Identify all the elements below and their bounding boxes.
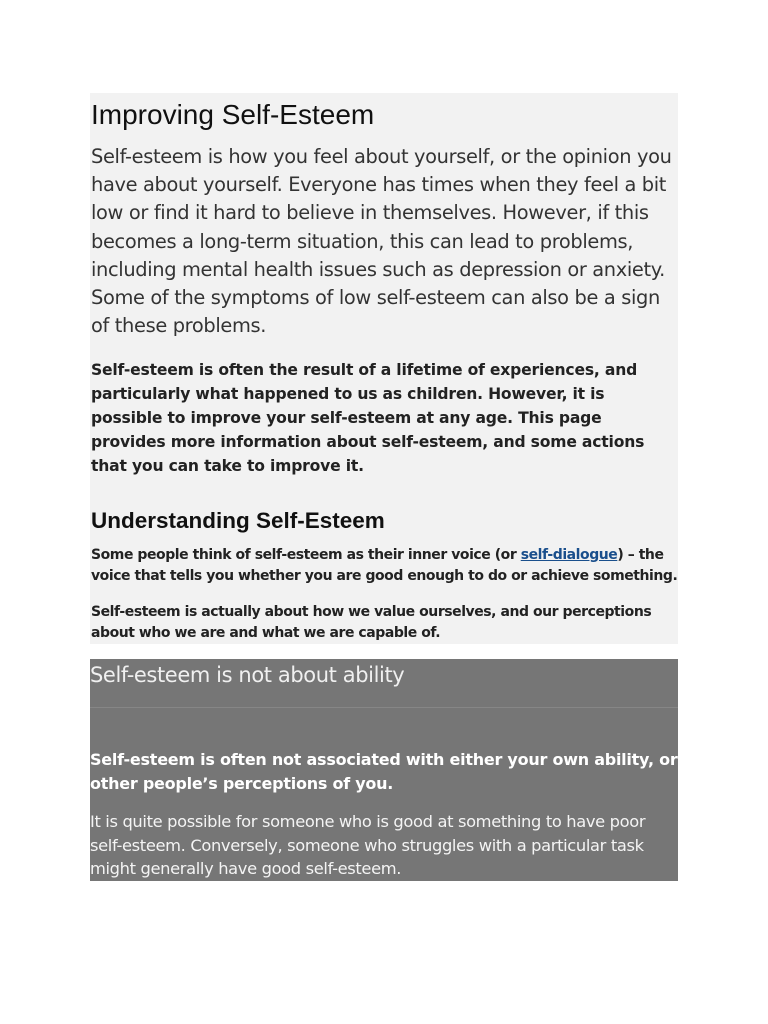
ability-callout-box: [90, 659, 678, 881]
inner-voice-paragraph: [91, 545, 678, 587]
self-dialogue-link[interactable]: self-dialogue: [520, 547, 618, 563]
intro-paragraph: Self-esteem is how you feel about yourself, or the opinion you have about yourself. Everyone has times when they feel a bit low or find it hard to believe in themselves. However, if this becomes a long-term situation, this can lead to problems, including mental health issues such as depression or anxiety. Some of the symptoms of low self-esteem can also be a sign of these problems.: [91, 145, 672, 338]
value-paragraph: Self-esteem is actually about how we value ourselves, and our perceptions about who we are and what we are capable of.: [91, 604, 652, 641]
callout-title: Self-esteem is not about ability: [90, 663, 405, 687]
page-title: Improving Self-Esteem: [91, 99, 375, 130]
callout-title-bar: [90, 659, 678, 708]
inner-voice-text-start: Some people think of self-esteem as their inner voice (or: [91, 547, 521, 563]
intro-panel: [90, 93, 678, 644]
callout-body-paragraph: It is quite possible for someone who is good at something to have poor self-esteem. Conversely, someone who struggles with a particular task might generally have good self-esteem.: [90, 812, 646, 878]
callout-bold-paragraph: Self-esteem is often not associated with either your own ability, or other people’s perceptions of you.: [90, 750, 678, 793]
section-heading-understanding: Understanding Self-Esteem: [91, 508, 385, 533]
summary-paragraph: Self-esteem is often the result of a lifetime of experiences, and particularly what happened to us as children. However, it is possible to improve your self-esteem at any age. This page provides more information about self-esteem, and some actions that you can take to improve it.: [91, 361, 645, 475]
inner-voice-text-end: ) – the voice that tells you whether you are good enough to do or achieve something.: [91, 547, 678, 584]
article-page: [90, 93, 678, 878]
